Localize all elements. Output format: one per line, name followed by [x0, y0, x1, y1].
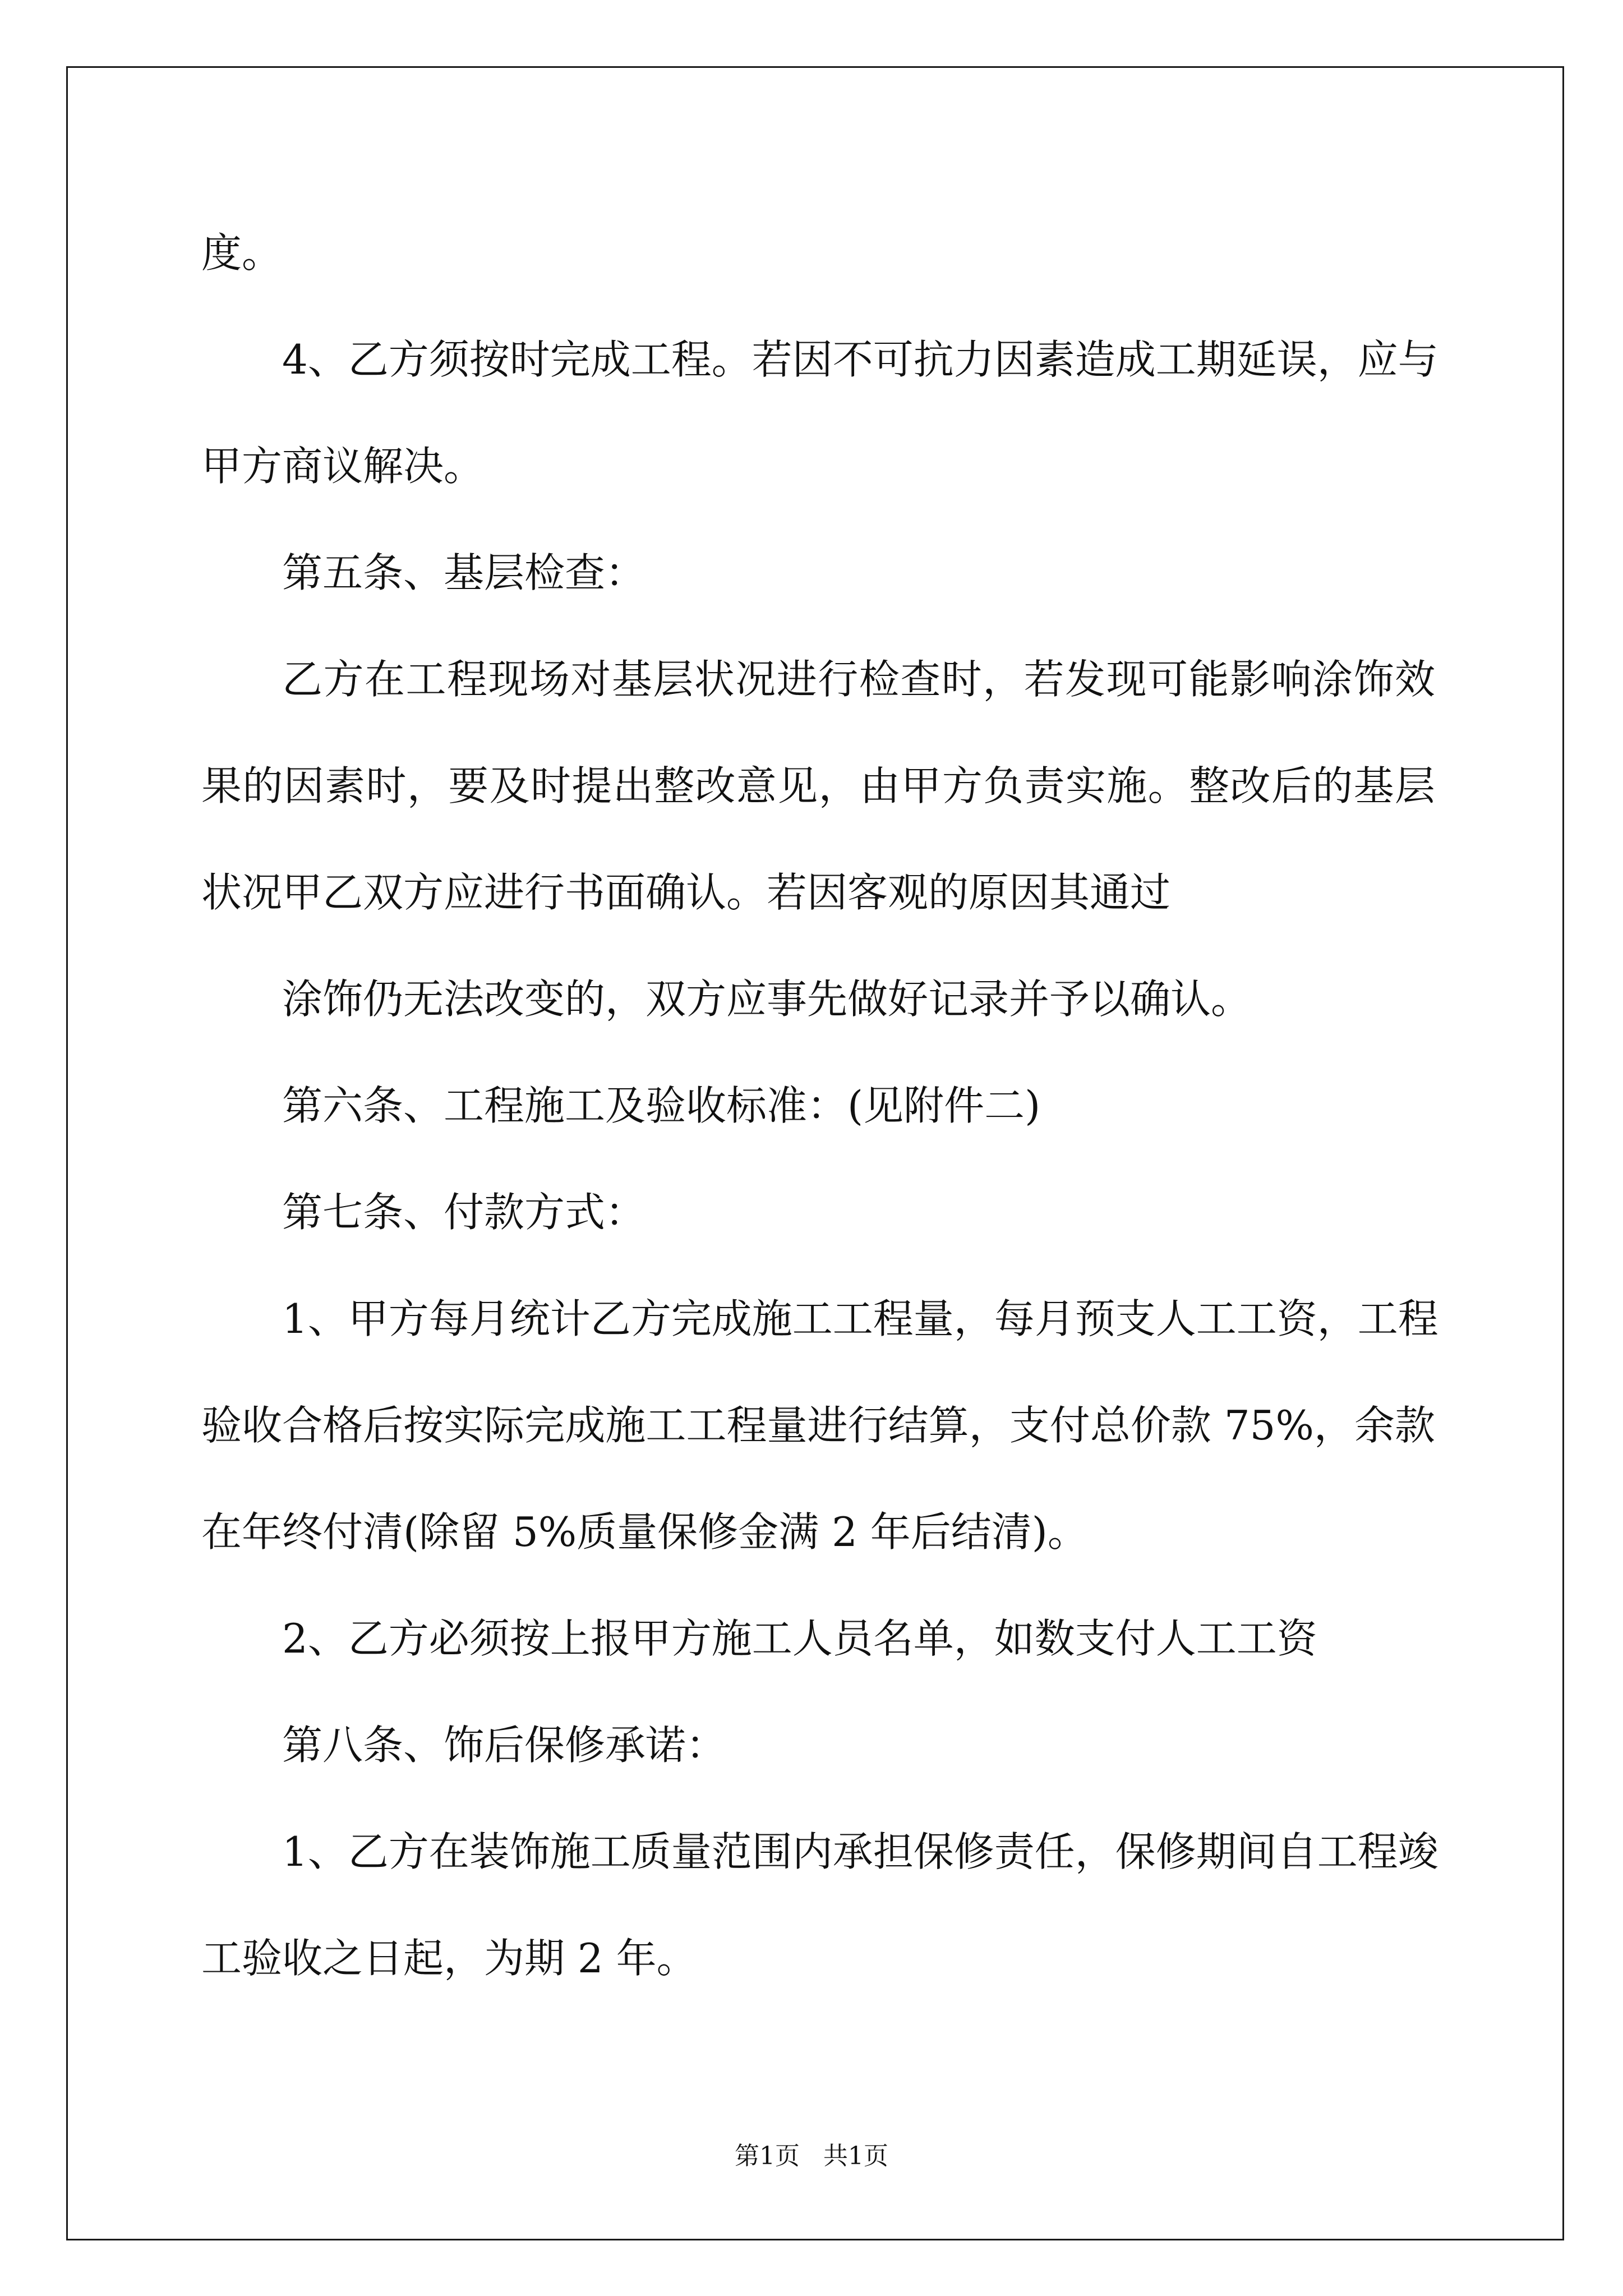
- page-number-footer: 第1页 共1页: [735, 2142, 888, 2170]
- paragraph-line: 果的因素时，要及时提出整改意见，由甲方负责实施。整改后的基层: [201, 762, 1435, 809]
- paragraph-line: 1、甲方每月统计乙方完成施工工程量，每月预支人工工资，工程: [282, 1295, 1438, 1342]
- paragraph-line: 4、乙方须按时完成工程。若因不可抗力因素造成工期延误，应与: [282, 336, 1438, 383]
- paragraph-line: 涂饰仍无法改变的，双方应事先做好记录并予以确认。: [282, 976, 1252, 1023]
- paragraph: [201, 946, 1435, 1052]
- paragraph: [201, 1266, 1438, 1585]
- paragraph-line: 第七条、付款方式：: [282, 1189, 646, 1236]
- paragraph: [201, 200, 1435, 306]
- paragraph-line: 1、乙方在装饰施工质量范围内承担保修责任，保修期间自工程竣: [282, 1828, 1438, 1875]
- section-heading: [201, 1159, 1435, 1266]
- paragraph-line: 2、乙方必须按上报甲方施工人员名单，如数支付人工工资: [282, 1615, 1317, 1662]
- paragraph-line: 状况甲乙双方应进行书面确认。若因客观的原因其通过: [201, 869, 1171, 916]
- document-body: [201, 200, 1438, 2012]
- paragraph: [201, 1585, 1435, 1692]
- paragraph-line: 乙方在工程现场对基层状况进行检查时，若发现可能影响涂饰效: [282, 656, 1435, 703]
- paragraph: [201, 306, 1438, 519]
- paragraph-line: 第八条、饰后保修承诺：: [282, 1722, 727, 1769]
- paragraph-line: 甲方商议解决。: [201, 443, 485, 490]
- section-heading: [201, 1052, 1435, 1159]
- paragraph-line: 第六条、工程施工及验收标准：(见附件二): [282, 1082, 1041, 1129]
- paragraph-line: 第五条、基层检查：: [282, 549, 646, 596]
- section-heading: [201, 519, 1435, 626]
- paragraph-line: 度。: [201, 229, 283, 277]
- paragraph-line: 工验收之日起，为期 2 年。: [201, 1935, 697, 1982]
- paragraph-line: 验收合格后按实际完成施工工程量进行结算，支付总价款 75%，余款: [201, 1402, 1435, 1449]
- paragraph-line: 在年终付清(除留 5%质量保修金满 2 年后结清)。: [201, 1508, 1088, 1556]
- paragraph: [201, 1798, 1438, 2012]
- section-heading: [201, 1692, 1435, 1798]
- paragraph: [201, 626, 1435, 946]
